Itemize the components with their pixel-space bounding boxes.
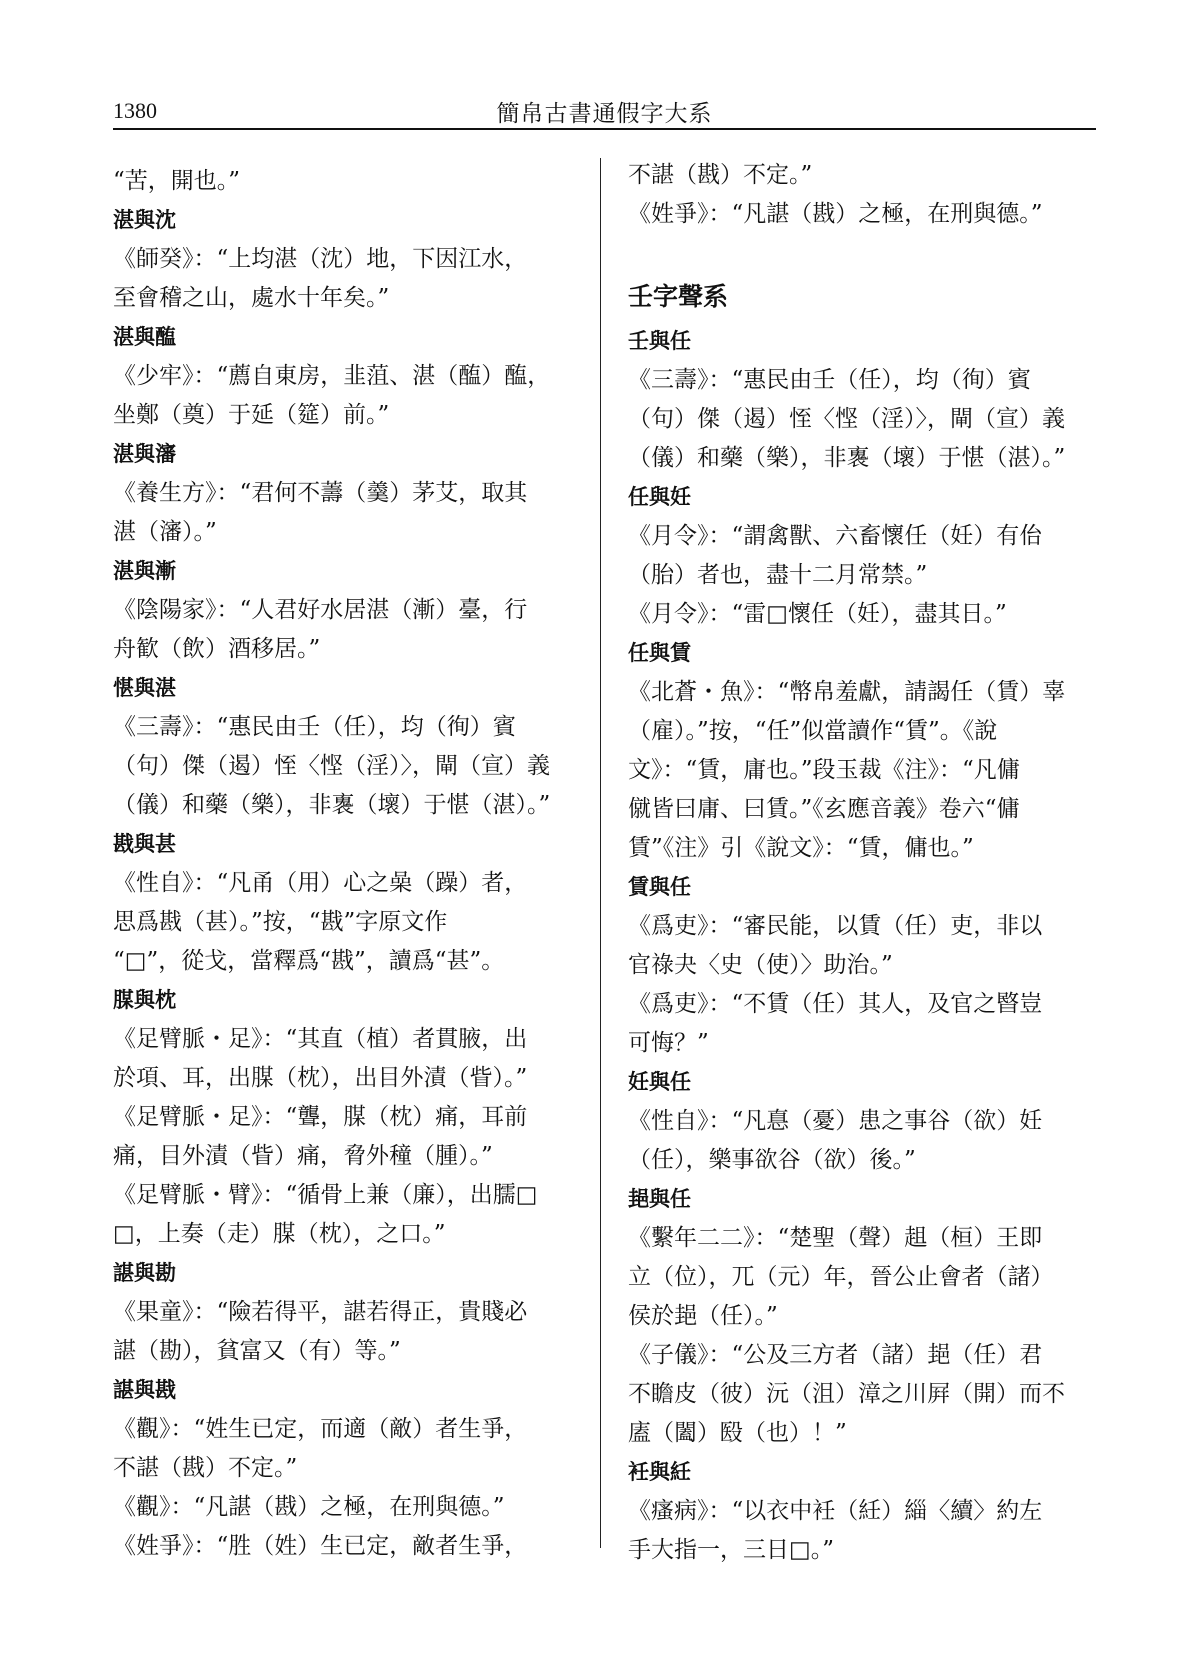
text-line: 廅（闔）殹（也）！” [628,1420,847,1446]
text-line: 《足臂脈・足》：“聾，腜（枕）痛，耳前 [113,1104,528,1130]
right-column-continuation [628,156,1098,234]
text-line: 《三壽》：“惠民由壬（任），均（徇）賓 [113,714,516,740]
text-line: （雇）。”按，“任”似當讀作“賃”。《說 [628,718,998,744]
text-line: “苦，開也。” [113,168,241,194]
entry-heading: 衽與紝 [628,1460,691,1484]
text-line: 痛，目外漬（眥）痛，脅外穜（腫）。” [113,1143,493,1169]
column-divider [600,158,601,1548]
section-title: 壬字聲系 [628,282,729,311]
text-line: 諶（勘），貧富又（有）等。” [113,1338,401,1364]
text-line: 僦皆曰庸、曰賃。”《玄應音義》卷六“傭 [628,796,1020,822]
entry-heading: 任與賃 [628,641,691,665]
text-line: 賃”《注》引《說文》：“賃，傭也。” [628,835,974,861]
text-line: 《果童》：“險若得平，諶若得正，貴賤必 [113,1299,528,1325]
text-line: 《姓爭》：“胜（姓）生已定，敵者生爭， [113,1533,528,1559]
text-line: 《性自》：“凡惪（憂）患之事谷（欲）妊 [628,1108,1043,1134]
text-line: 《陰陽家》：“人君好水居湛（漸）臺，行 [113,597,528,623]
page-header [113,86,1096,130]
text-line: 《性自》：“凡甬（用）心之喿（躁）者， [113,870,528,896]
text-line: 《月令》：“謂禽獸、六畜懷任（妊）有佁 [628,523,1043,549]
text-line: 《養生方》：“君何不薵（羹）茅艾，取其 [113,480,528,506]
text-line: 《繫年二二》：“楚聖（聲）趄（桓）王即 [628,1225,1043,1251]
left-column [113,162,589,1566]
text-line: 於項、耳，出腜（枕），出目外漬（眥）。” [113,1065,528,1091]
text-line: 不諶（戡）不定。” [628,162,813,188]
text-line: 《爲吏》：“審民能，以賃（任）吏，非以 [628,913,1043,939]
entry-heading: 湛與醢 [113,325,176,349]
entry-heading: 湛與漸 [113,559,176,583]
entry-heading: 腜與枕 [113,988,176,1012]
entry-heading: 賃與任 [628,875,691,899]
right-column [628,156,1098,1570]
text-line: 湛（瀋）。” [113,519,217,545]
text-line: 《北蒼・魚》：“幣帛羞獻，請謁任（賃）辜 [628,679,1066,705]
text-line: 《少牢》：“薦自東房，韭菹、湛（醢）醢， [113,363,551,389]
text-line: 《師癸》：“上均湛（沈）地，下因江水， [113,246,528,272]
page-number: 1380 [113,98,157,123]
text-line: 舟歓（飲）酒移居。” [113,636,321,662]
text-line: “□”，從戈，當釋爲“戡”，讀爲“甚”。 [113,948,505,974]
text-line: 官祿夬〈史（使）〉助治。” [628,952,893,978]
text-line: 《月令》：“雷□懷任（妊），盡其日。” [628,601,1007,627]
entry-heading: 愖與湛 [113,676,176,700]
text-line: 文》：“賃，庸也。”段玉裁《注》：“凡傭 [628,757,1020,783]
text-line: 《瘙病》：“以衣中衽（紝）緇〈續〉約左 [628,1498,1043,1524]
text-line: 《姓爭》：“凡諶（戡）之極，在刑與德。” [628,201,1043,227]
text-line: 手大指一，三日□。” [628,1537,834,1563]
text-line: □，上奏（走）腜（枕），之口。” [113,1221,446,1247]
entry-heading: 妊與任 [628,1070,691,1094]
entry-heading: 諶與勘 [113,1261,176,1285]
text-line: 不諶（戡）不定。” [113,1455,298,1481]
text-line: 《子儀》：“公及三方者（諸）郌（任）君 [628,1342,1043,1368]
text-line: （儀）和藥（樂），非褢（壞）于愖（湛）。” [628,445,1066,471]
text-line: 《觀》：“姓生已定，而適（敵）者生爭， [113,1416,528,1442]
entry-heading: 湛與瀋 [113,442,176,466]
entry-heading: 壬與任 [628,329,691,353]
text-line: 《爲吏》：“不賃（任）其人，及官之暋豈 [628,991,1043,1017]
entry-heading: 任與妊 [628,485,691,509]
entry-heading: 諶與戡 [113,1378,176,1402]
text-line: （句）傑（遏）恎〈悭（淫）〉，閘（宣）義 [628,406,1065,432]
text-line: （句）傑（遏）恎〈悭（淫）〉，閘（宣）義 [113,753,550,779]
text-line: 《三壽》：“惠民由壬（任），均（徇）賓 [628,367,1031,393]
text-line: （儀）和藥（樂），非褢（壞）于愖（湛）。” [113,792,551,818]
running-title: 簡帛古書通假字大系 [496,101,713,127]
text-line: （胎）者也，盡十二月常禁。” [628,562,928,588]
text-line: 《觀》：“凡諶（戡）之極，在刑與德。” [113,1494,505,1520]
text-line: 《足臂脈・足》：“其直（植）者貫腋，出 [113,1026,528,1052]
text-line: 《足臂脈・臂》：“循骨上兼（廉），出臑□ [113,1182,538,1208]
text-line: 思爲戡（甚）。”按，“戡”字原文作 [113,909,448,935]
text-line: 至會稽之山，處水十年矣。” [113,285,390,311]
text-line: 可悔？” [628,1030,709,1056]
entry-heading: 湛與沈 [113,208,176,232]
text-line: 侯於郌（任）。” [628,1303,778,1329]
text-line: 坐鄭（奠）于延（筵）前。” [113,402,390,428]
entry-heading: 戡與甚 [113,832,176,856]
text-line: 不瞻皮（彼）沅（沮）漳之川屛（開）而不 [628,1381,1065,1407]
right-column-entries [628,322,1098,1570]
entry-heading: 郌與任 [628,1187,691,1211]
text-line: （任），樂事欲谷（欲）後。” [628,1147,916,1173]
text-line: 立（位），兀（元）年，晉公止會者（諸） [628,1264,1054,1290]
